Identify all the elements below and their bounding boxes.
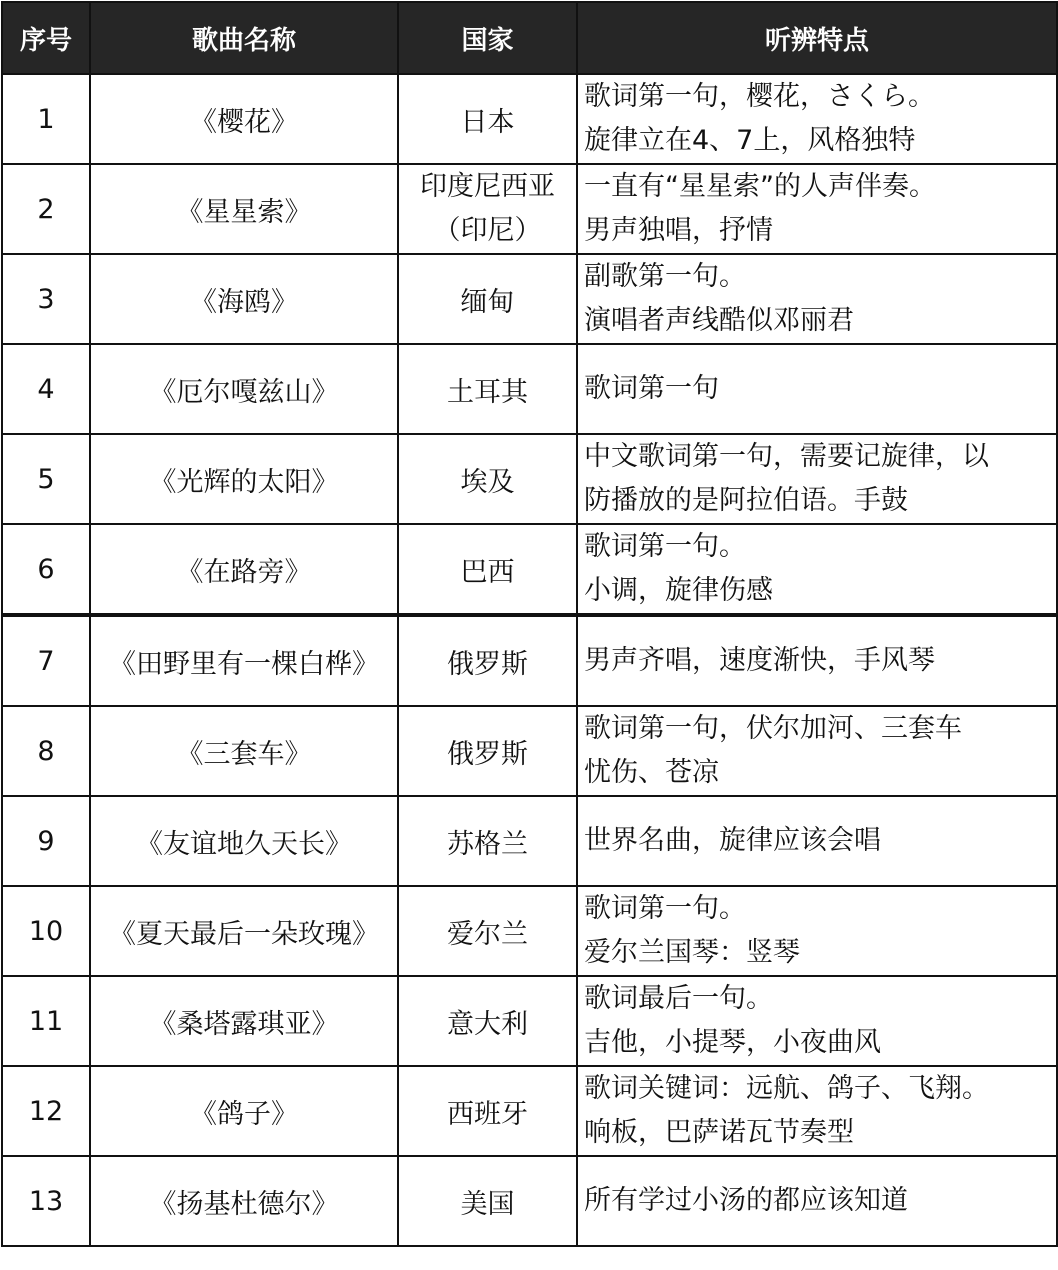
country: 缅甸 <box>398 254 577 344</box>
feature-line: 小调，旋律伤感 <box>584 575 773 606</box>
table-row <box>2 344 1057 434</box>
country: 俄罗斯 <box>398 706 577 796</box>
feature-line: 副歌第一句。 <box>584 261 746 292</box>
table-row <box>2 1156 1057 1246</box>
song-name: 《夏天最后一朵玫瑰》 <box>90 886 398 976</box>
feature-line: 忧伤、苍凉 <box>584 757 719 788</box>
table-row <box>2 615 1057 706</box>
feature-line: 爱尔兰国琴：竖琴 <box>584 937 800 968</box>
table-row <box>2 164 1057 254</box>
features <box>577 976 1057 1066</box>
country: 土耳其 <box>398 344 577 434</box>
feature-line: 吉他，小提琴，小夜曲风 <box>584 1027 881 1058</box>
features <box>577 74 1057 164</box>
features <box>577 886 1057 976</box>
feature-line: 歌词第一句。 <box>584 893 746 924</box>
features <box>577 796 1057 886</box>
feature-line: 歌词第一句 <box>584 373 719 404</box>
row-number: 12 <box>2 1066 90 1156</box>
song-name: 《厄尔嘎兹山》 <box>90 344 398 434</box>
feature-line: 男声独唱，抒情 <box>584 215 773 246</box>
country: 埃及 <box>398 434 577 524</box>
table-row <box>2 254 1057 344</box>
table-row <box>2 1066 1057 1156</box>
features <box>577 615 1057 706</box>
country: 美国 <box>398 1156 577 1246</box>
country: 意大利 <box>398 976 577 1066</box>
country: 印度尼西亚（印尼） <box>398 164 577 254</box>
row-number: 8 <box>2 706 90 796</box>
row-number: 5 <box>2 434 90 524</box>
feature-line: 歌词第一句，樱花，さくら。 <box>584 81 935 112</box>
feature-line: 中文歌词第一句，需要记旋律，以 <box>584 441 989 472</box>
table-row <box>2 524 1057 615</box>
features <box>577 254 1057 344</box>
row-number: 9 <box>2 796 90 886</box>
song-name: 《在路旁》 <box>90 524 398 615</box>
header-name: 歌曲名称 <box>90 2 398 74</box>
header-features: 听辨特点 <box>577 2 1057 74</box>
table-row <box>2 706 1057 796</box>
feature-line: 所有学过小汤的都应该知道 <box>584 1185 908 1216</box>
song-name: 《星星索》 <box>90 164 398 254</box>
row-number: 11 <box>2 976 90 1066</box>
feature-line: 响板，巴萨诺瓦节奏型 <box>584 1117 854 1148</box>
country: 俄罗斯 <box>398 615 577 706</box>
song-name: 《友谊地久天长》 <box>90 796 398 886</box>
header-country: 国家 <box>398 2 577 74</box>
row-number: 4 <box>2 344 90 434</box>
row-number: 3 <box>2 254 90 344</box>
table-row <box>2 434 1057 524</box>
song-name: 《扬基杜德尔》 <box>90 1156 398 1246</box>
feature-line: 防播放的是阿拉伯语。手鼓 <box>584 485 908 516</box>
song-name: 《田野里有一棵白桦》 <box>90 615 398 706</box>
header-num: 序号 <box>2 2 90 74</box>
feature-line: 世界名曲，旋律应该会唱 <box>584 825 881 856</box>
features <box>577 164 1057 254</box>
feature-line: 演唱者声线酷似邓丽君 <box>584 305 854 336</box>
row-number: 10 <box>2 886 90 976</box>
features <box>577 1156 1057 1246</box>
row-number: 7 <box>2 615 90 706</box>
row-number: 2 <box>2 164 90 254</box>
table-row <box>2 886 1057 976</box>
feature-line: 歌词第一句。 <box>584 531 746 562</box>
features <box>577 706 1057 796</box>
row-number: 6 <box>2 524 90 615</box>
features <box>577 434 1057 524</box>
feature-line: 歌词最后一句。 <box>584 983 773 1014</box>
features <box>577 524 1057 615</box>
song-name: 《三套车》 <box>90 706 398 796</box>
song-name: 《光辉的太阳》 <box>90 434 398 524</box>
features <box>577 1066 1057 1156</box>
table-row <box>2 976 1057 1066</box>
song-table <box>1 1 1058 1247</box>
song-name: 《樱花》 <box>90 74 398 164</box>
row-number: 1 <box>2 74 90 164</box>
feature-line: 歌词关键词：远航、鸽子、飞翔。 <box>584 1073 989 1104</box>
feature-line: 一直有“星星索”的人声伴奏。 <box>584 171 936 202</box>
table-row <box>2 74 1057 164</box>
table-row <box>2 796 1057 886</box>
row-number: 13 <box>2 1156 90 1246</box>
country: 西班牙 <box>398 1066 577 1156</box>
song-name: 《海鸥》 <box>90 254 398 344</box>
features <box>577 344 1057 434</box>
country: 日本 <box>398 74 577 164</box>
song-name: 《鸽子》 <box>90 1066 398 1156</box>
feature-line: 旋律立在4、7上，风格独特 <box>584 125 916 156</box>
country: 爱尔兰 <box>398 886 577 976</box>
feature-line: 歌词第一句，伏尔加河、三套车 <box>584 713 962 744</box>
feature-line: 男声齐唱，速度渐快，手风琴 <box>584 645 935 676</box>
header-row <box>2 2 1057 74</box>
country: 巴西 <box>398 524 577 615</box>
song-name: 《桑塔露琪亚》 <box>90 976 398 1066</box>
country: 苏格兰 <box>398 796 577 886</box>
